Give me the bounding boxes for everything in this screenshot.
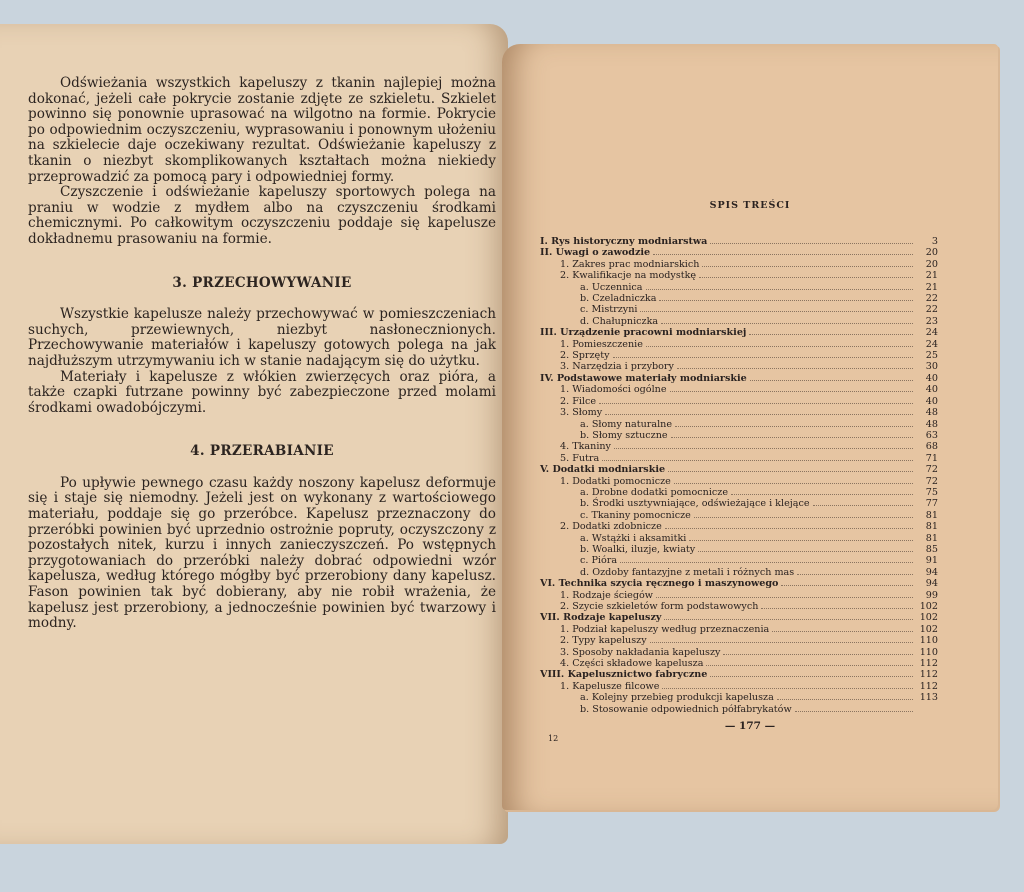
toc-entry-page: 77 [925, 498, 938, 510]
toc-leader-dots [702, 259, 913, 267]
toc-entry [540, 555, 938, 566]
toc-entry-page: 63 [925, 429, 938, 441]
toc-entry-page: 72 [925, 475, 938, 487]
toc-entry-page: 48 [925, 407, 938, 419]
toc-entry-label: 2. Filce [560, 395, 597, 407]
right-page [502, 44, 998, 810]
toc-leader-dots [668, 464, 913, 472]
toc-entry-page: 23 [925, 315, 938, 327]
toc-leader-dots [605, 407, 913, 415]
toc-entry-label: 5. Futra [560, 452, 600, 464]
toc-entry [540, 498, 938, 509]
section-title: 4. PRZERABIANIE [190, 443, 334, 460]
toc-leader-dots [650, 635, 913, 643]
toc-entry [540, 407, 938, 418]
toc-entry-page: 71 [925, 452, 938, 464]
toc-entry-label: 1. Pomieszczenie [560, 338, 643, 350]
toc-entry-label: 1. Zakres prac modniarskich [560, 258, 700, 270]
toc-entry-page: 99 [925, 589, 938, 601]
toc-entry-label: 2. Sprzęty [560, 350, 610, 362]
toc-entry-page: 3 [931, 236, 938, 247]
toc-entry-page: 112 [919, 658, 938, 670]
toc-entry-page: 68 [925, 441, 938, 453]
toc-entry-page: 30 [925, 361, 938, 373]
toc-entry [540, 316, 938, 327]
toc-entry-page: 40 [925, 395, 938, 407]
toc-leader-dots [620, 555, 913, 563]
toc-entry-label: a. Wstążki i aksamitki [580, 532, 687, 544]
toc-leader-dots [646, 339, 913, 347]
toc-entry [540, 692, 938, 703]
left-page-text [28, 76, 496, 632]
toc-leader-dots [653, 247, 913, 255]
toc-entry [540, 453, 938, 464]
toc-entry [540, 464, 938, 475]
toc-leader-dots [772, 624, 913, 632]
toc-entry [540, 441, 938, 452]
toc-entry [540, 304, 938, 315]
toc-leader-dots [777, 692, 913, 700]
toc-entry-page: 40 [925, 384, 938, 396]
toc-entry-label: 3. Sposoby nakładania kapeluszy [560, 646, 721, 658]
toc-entry-label: 4. Części składowe kapelusza [560, 658, 704, 670]
toc-entry-label: c. Pióra [580, 555, 618, 567]
toc-leader-dots [710, 669, 913, 677]
toc-entry-label: d. Ozdoby fantazyjne z metali i różnych mas [580, 566, 795, 578]
toc-entry-page: 102 [919, 623, 938, 635]
paragraph: Odświeżania wszystkich kapeluszy z tkanin najlepiej można dokonać, jeżeli całe pokrycie zostanie zdjęte ze szkieletu. Szkielet powinno się ponownie uprasować na wilgotno na formie. Pokrycie po odpowiednim oczyszczeniu, wyprasowaniu i ponownym ułożeniu na szkielecie daje oczekiwany rezultat. Odświeżanie kapeluszy z tkanin o niezbyt skomplikowanych kształtach można niekiedy przeprowadzić za pomocą pary i odpowiedniej formy. [28, 75, 496, 185]
section-title: 3. PRZECHOWYWANIE [172, 274, 352, 291]
toc-entry-page: 48 [925, 418, 938, 430]
toc-entry [540, 521, 938, 532]
toc-entry-page: 75 [925, 486, 938, 498]
toc-entry-label: III. Urządzenie pracowni modniarskiej [540, 327, 747, 339]
toc-entry-label: II. Uwagi o zawodzie [540, 247, 651, 259]
toc-entry-label: 2. Szycie szkieletów form podstawowych [560, 601, 759, 612]
toc-entry-label: 1. Rodzaje ściegów [560, 589, 653, 601]
toc-leader-dots [781, 578, 913, 586]
toc-entry [540, 510, 938, 521]
toc-entry-page: 94 [925, 578, 938, 590]
toc-entry-label: 2. Dodatki zdobnicze [560, 521, 662, 533]
toc-leader-dots [665, 521, 913, 529]
toc-entry-page: 102 [919, 601, 938, 612]
toc-leader-dots [602, 453, 913, 461]
toc-entry-label: b. Woalki, iluzje, kwiaty [580, 543, 696, 555]
toc-title: SPIS TREŚCI [709, 200, 791, 211]
paragraph: Materiały i kapelusze z włókien zwierzęcych oraz pióra, a także czapki futrzane powinny być zabezpieczone przed molami środkami owadobójczymi. [28, 368, 496, 416]
toc-entry-label: IV. Podstawowe materiały modniarskie [540, 372, 747, 384]
toc-entry-page: 20 [925, 247, 938, 259]
toc-leader-dots [795, 704, 913, 712]
toc-leader-dots [661, 316, 913, 324]
toc-entry [540, 270, 938, 281]
toc-entry [540, 601, 938, 612]
toc-leader-dots [749, 327, 913, 335]
toc-entry [540, 578, 938, 589]
toc-entry [540, 476, 938, 487]
toc-entry [540, 681, 938, 692]
toc-entry-page: 25 [925, 350, 938, 362]
toc-entry-label: VIII. Kapelusznictwo fabryczne [540, 669, 708, 681]
toc-entry-page: 40 [925, 372, 938, 384]
toc-entry-label: 1. Podział kapeluszy według przeznaczenia [560, 623, 770, 635]
toc-entry [540, 704, 938, 715]
toc-entry-page: 112 [919, 669, 938, 681]
printer-signature: 12 [548, 734, 559, 743]
toc-entry-page: 21 [925, 281, 938, 293]
toc-entry-label: I. Rys historyczny modniarstwa [540, 236, 708, 247]
toc-entry-label: a. Słomy naturalne [580, 418, 673, 430]
toc-entry [540, 647, 938, 658]
toc-entry [540, 658, 938, 669]
toc-entry-label: 4. Tkaniny [560, 441, 611, 453]
toc-entry [540, 293, 938, 304]
toc-entry [540, 327, 938, 338]
toc-leader-dots [614, 441, 913, 449]
toc-entry-page: 81 [925, 521, 938, 533]
table-of-contents [540, 236, 938, 715]
toc-entry [540, 373, 938, 384]
toc-entry-label: VI. Technika szycia ręcznego i maszynowego [540, 578, 779, 590]
toc-leader-dots [723, 647, 913, 655]
toc-leader-dots [710, 236, 913, 244]
toc-entry-label: 1. Wiadomości ogólne [560, 384, 667, 396]
toc-entry [540, 487, 938, 498]
toc-entry-page: 22 [925, 293, 938, 305]
toc-entry-label: 2. Typy kapeluszy [560, 635, 647, 647]
toc-leader-dots [694, 510, 913, 518]
toc-entry-page: 21 [925, 270, 938, 282]
toc-entry-label: c. Mistrzyni [580, 304, 638, 316]
toc-entry-page: 72 [925, 464, 938, 476]
toc-entry [540, 430, 938, 441]
toc-entry-page: 81 [925, 532, 938, 544]
toc-entry-label: b. Stosowanie odpowiednich półfabrykatów [580, 703, 792, 715]
toc-entry-page: 81 [925, 509, 938, 521]
toc-entry-label: 1. Kapelusze filcowe [560, 680, 660, 692]
toc-entry [540, 396, 938, 407]
toc-entry-label: a. Kolejny przebieg produkcji kapelusza [580, 692, 774, 704]
toc-entry-page: 24 [925, 338, 938, 350]
toc-entry-page: 102 [919, 612, 938, 624]
toc-entry-label: VII. Rodzaje kapeluszy [540, 612, 662, 624]
toc-leader-dots [731, 487, 913, 495]
toc-leader-dots [674, 476, 913, 484]
toc-entry [540, 247, 938, 258]
toc-leader-dots [813, 498, 914, 506]
toc-leader-dots [670, 384, 913, 392]
toc-entry-label: a. Drobne dodatki pomocnicze [580, 486, 729, 498]
toc-entry [540, 282, 938, 293]
toc-leader-dots [599, 396, 913, 404]
toc-entry [540, 590, 938, 601]
toc-entry [540, 384, 938, 395]
toc-leader-dots [664, 612, 913, 620]
toc-entry-page: 20 [925, 258, 938, 270]
toc-entry-label: d. Chałupniczka [580, 315, 659, 327]
toc-entry [540, 624, 938, 635]
paragraph: Wszystkie kapelusze należy przechowywać w pomieszczeniach suchych, przewiewnych, niezbyt nasłonecznionych. Przechowywanie materiałów i kapeluszy gotowych polega na jak najdłuższym utrzymywaniu ich w stanie nadającym się do użytku. [28, 306, 496, 369]
toc-entry-label: 3. Narzędzia i przybory [560, 361, 674, 373]
toc-entry-label: V. Dodatki modniarskie [540, 464, 666, 476]
toc-entry-page: 22 [925, 304, 938, 316]
toc-entry [540, 350, 938, 361]
toc-entry-page: 24 [925, 327, 938, 339]
toc-entry-page: 112 [919, 680, 938, 692]
toc-entry-page: 85 [925, 543, 938, 555]
toc-leader-dots [613, 350, 913, 358]
toc-leader-dots [659, 293, 913, 301]
toc-entry-label: b. Słomy sztuczne [580, 429, 668, 441]
toc-entry [540, 339, 938, 350]
toc-entry [540, 361, 938, 372]
toc-leader-dots [698, 544, 913, 552]
toc-leader-dots [706, 658, 913, 666]
toc-leader-dots [699, 270, 913, 278]
toc-entry-page: 91 [925, 555, 938, 567]
toc-leader-dots [656, 590, 913, 598]
toc-entry-page: 110 [919, 646, 938, 658]
left-page [0, 24, 508, 844]
toc-entry [540, 236, 938, 247]
toc-entry-label: 1. Dodatki pomocnicze [560, 475, 671, 487]
toc-entry [540, 419, 938, 430]
toc-entry-label: 2. Kwalifikacje na modystkę [560, 270, 697, 282]
toc-leader-dots [677, 361, 913, 369]
toc-leader-dots [675, 419, 913, 427]
paragraph: Po upływie pewnego czasu każdy noszony kapelusz deformuje się i staje się niemodny. Jeżeli jest on wykonany z wartościowego materiału, poddaje się go przeróbce. Kapelusz przeznaczony do przeróbki powinien być uprzednio ostrożnie popruty, oczyszczony z pozostałych nitek, kurzu i innych zanieczyszczeń. Po wstępnych przygotowaniach do przeróbki należy dobrać odpowiedni wzór kapelusza, według którego mógłby być przerobiony dany kapelusz. Fason powinien tak być dobierany, aby nie robił wrażenia, że kapelusz jest przerobiony, a jednocześnie powinien być twarzowy i modny. [28, 474, 496, 632]
toc-leader-dots [797, 567, 913, 575]
toc-entry-label: b. Środki usztywniające, odświeżające i klejące [580, 498, 810, 510]
toc-leader-dots [689, 533, 913, 541]
toc-entry-page: 113 [919, 692, 938, 704]
toc-entry [540, 259, 938, 270]
toc-entry-label: 3. Słomy [560, 407, 603, 419]
toc-entry [540, 567, 938, 578]
toc-entry-label: a. Uczennica [580, 281, 643, 293]
page-number: — 177 — [724, 720, 776, 732]
toc-entry [540, 533, 938, 544]
toc-entry [540, 612, 938, 623]
toc-entry-page: 94 [925, 566, 938, 578]
toc-entry-label: c. Tkaniny pomocnicze [580, 509, 691, 521]
toc-leader-dots [671, 430, 913, 438]
toc-entry-label: b. Czeladniczka [580, 293, 657, 305]
toc-leader-dots [761, 601, 913, 609]
toc-entry-page: 110 [919, 635, 938, 647]
toc-leader-dots [640, 304, 913, 312]
toc-entry [540, 669, 938, 680]
toc-leader-dots [646, 282, 913, 290]
toc-entry [540, 635, 938, 646]
toc-leader-dots [662, 681, 913, 689]
paragraph: Czyszczenie i odświeżanie kapeluszy sportowych polega na praniu w wodzie z mydłem albo na czyszczeniu środkami chemicznymi. Po całkowitym oczyszczeniu poddaje się kapelusze dokładnemu prasowaniu na formie. [28, 184, 496, 247]
toc-leader-dots [750, 373, 913, 381]
toc-entry [540, 544, 938, 555]
